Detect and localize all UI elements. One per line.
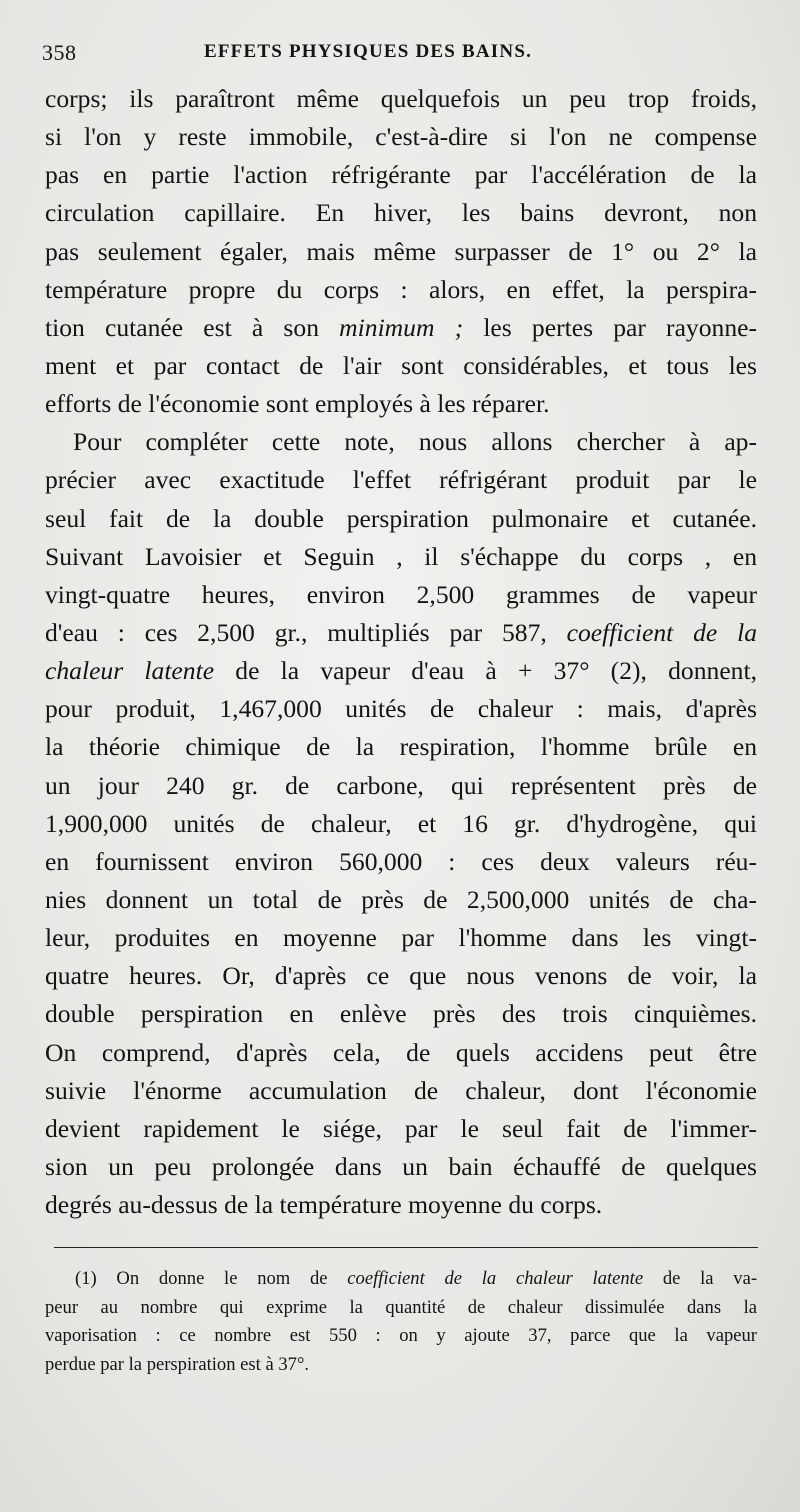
text-line: 1,900,000 unités de chaleur, et 16 gr. d'hydrogène, qui [45,808,757,838]
italic-term: coefficient de la [566,617,757,647]
text-line: On comprend, d'après cela, de quels accidens peut être [45,1037,757,1067]
text-line: Pour compléter cette note, nous allons chercher à ap- [73,427,757,457]
body-text [45,80,757,1224]
italic-term: minimum ; [339,312,464,342]
text-line: double perspiration en enlève près des trois cinquièmes. [45,999,757,1029]
text-line: circulation capillaire. En hiver, les bains devront, non [45,198,757,228]
text-line [45,614,757,652]
footnote [45,1265,757,1379]
italic-term: chaleur latente [45,656,215,686]
text-line: seul fait de la double perspiration pulmonaire et cutanée. [45,503,757,533]
text-line: en fournissent environ 560,000 : ces deux valeurs réu- [45,846,757,876]
text-line: nies donnent un total de près de 2,500,000 unités de cha- [45,884,757,914]
text-run: de la va- [643,1268,758,1289]
text-line: si l'on y reste immobile, c'est-à-dire si l'on ne compense [45,122,757,152]
text-line: quatre heures. Or, d'après ce que nous venons de voir, la [45,961,757,991]
text-line: précier avec exactitude l'effet réfrigérant produit par le [45,465,757,495]
text-line: vingt-quatre heures, environ 2,500 grammes de vapeur [45,579,757,609]
text-line: la théorie chimique de la respiration, l'homme brûle en [45,732,757,762]
text-line: degrés au-dessus de la température moyenne du corps. [45,1190,603,1220]
footnote-line: peur au nombre qui exprime la quantité de chaleur dissimulée dans la [45,1296,757,1318]
running-title: EFFETS PHYSIQUES DES BAINS. [204,41,533,62]
text-run: d'eau : ces 2,500 gr., multipliés par 587, [45,617,567,647]
text-line: leur, produites en moyenne par l'homme dans les vingt- [45,923,757,953]
text-line: corps; ils paraîtront même quelquefois un peu trop froids, [45,84,757,113]
text-line: suivie l'énorme accumulation de chaleur, dont l'économie [45,1075,757,1105]
text-run: de la vapeur d'eau à + 37° (2), donnent, [214,656,757,686]
text-line: efforts de l'économie sont employés à les réparer. [45,389,550,419]
footnote-line [45,1265,757,1294]
text-run: tion cutanée est à son [45,312,340,342]
text-line [45,652,757,690]
footnote-line: vaporisation : ce nombre est 550 : on y ajoute 37, parce que la vapeur [45,1325,757,1346]
text-line: pas seulement égaler, mais même surpasser de 1° ou 2° la [45,236,757,266]
text-line: température propre du corps : alors, en effet, la perspira- [45,274,757,304]
text-run: les pertes par rayonne- [463,312,758,342]
text-run: (1) On donne le nom de [75,1268,348,1289]
text-line: sion un peu prolongée dans un bain échauffé de quelques [45,1151,757,1181]
footnote-divider [54,1247,758,1248]
text-line: pas en partie l'action réfrigérante par l'accélération de la [45,160,757,190]
text-line: pour produit, 1,467,000 unités de chaleur : mais, d'après [45,694,757,724]
text-line: un jour 240 gr. de carbone, qui représentent près de [45,770,757,800]
text-line: Suivant Lavoisier et Seguin , il s'échappe du corps , en [45,541,757,571]
running-head [42,40,762,76]
text-line: devient rapidement le siége, par le seul fait de l'immer- [45,1113,757,1143]
text-line: ment et par contact de l'air sont considérables, et tous les [45,350,757,380]
footnote-line: perdue par la perspiration est à 37°. [45,1353,310,1375]
text-line [45,309,757,347]
page-number: 358 [42,40,77,65]
italic-term: coefficient de la chaleur latente [347,1268,644,1289]
